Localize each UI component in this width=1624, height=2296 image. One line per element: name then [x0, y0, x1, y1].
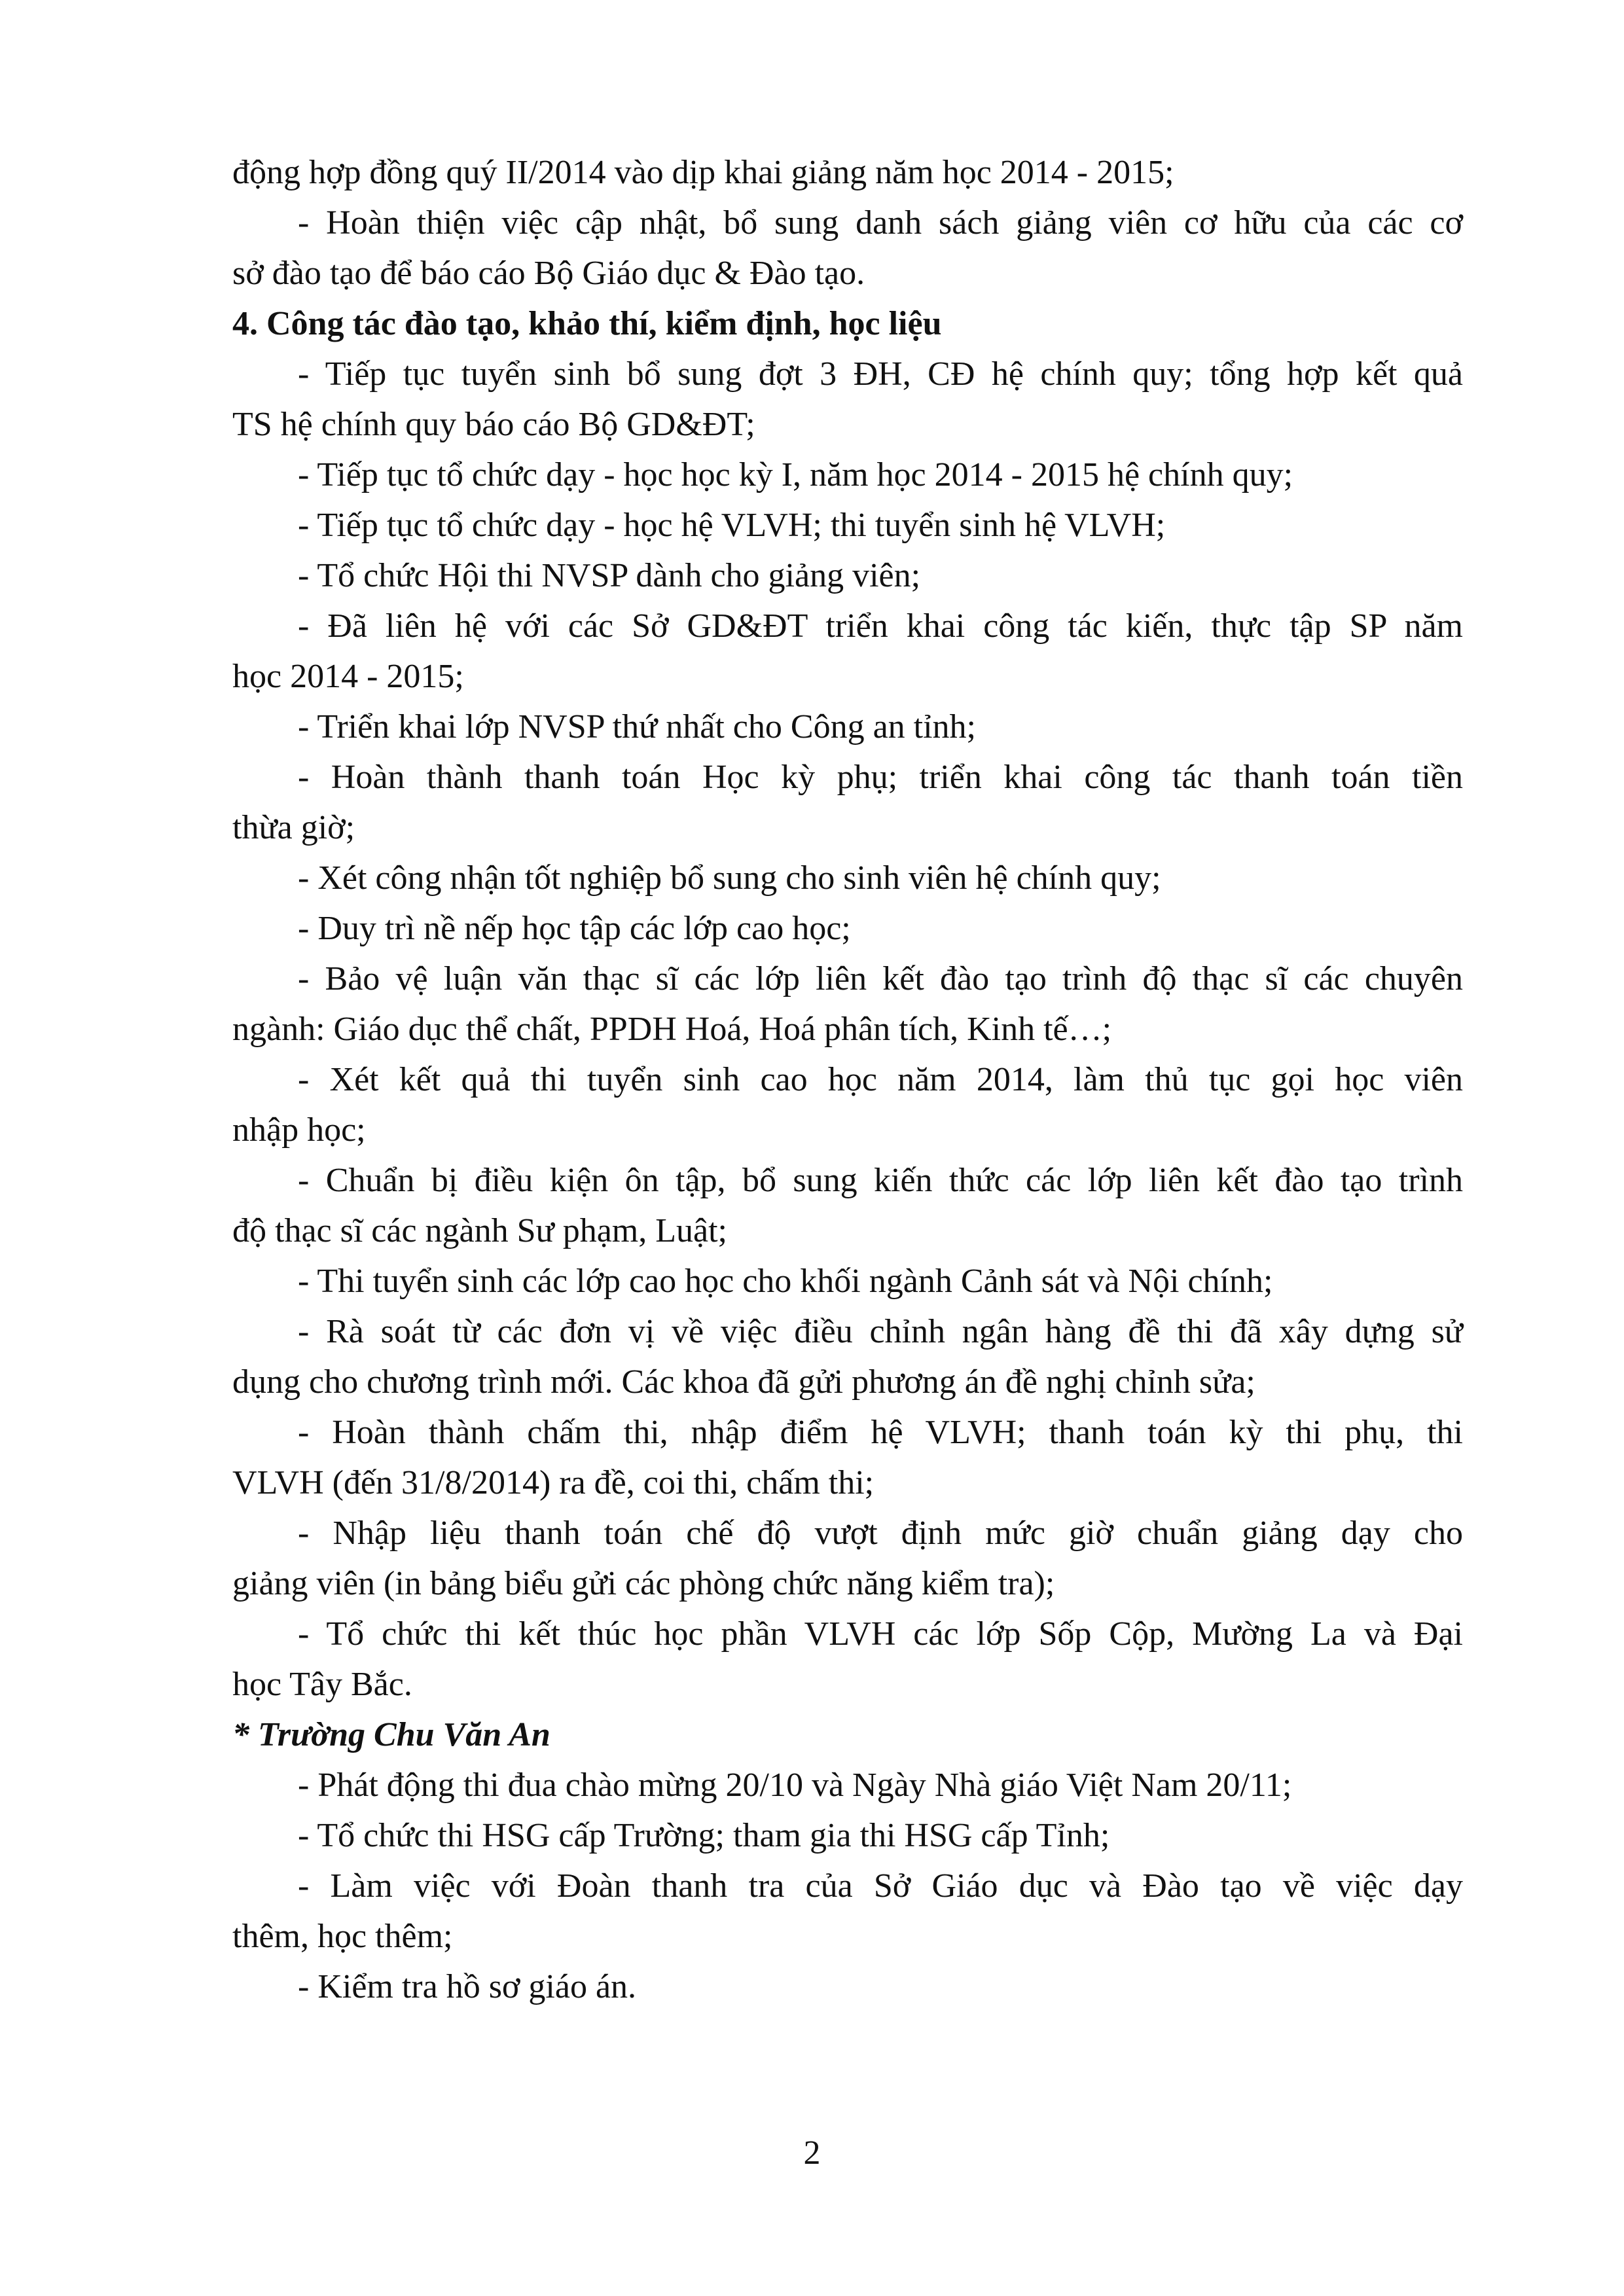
- text-line: sở đào tạo để báo cáo Bộ Giáo dục & Đào tạo.: [232, 255, 865, 292]
- page-number: 2: [803, 2134, 821, 2172]
- text-line: - Tiếp tục tuyển sinh bổ sung đợt 3 ĐH, CĐ hệ chính quy; tổng hợp kết quả: [298, 355, 1463, 393]
- text-line: - Tổ chức Hội thi NVSP dành cho giảng viên;: [298, 557, 921, 594]
- text-line: - Kiểm tra hồ sơ giáo án.: [298, 1968, 637, 2005]
- text-line: học Tây Bắc.: [232, 1666, 412, 1703]
- text-line: TS hệ chính quy báo cáo Bộ GD&ĐT;: [232, 406, 755, 443]
- text-line: học 2014 - 2015;: [232, 658, 464, 695]
- text-line: - Phát động thi đua chào mừng 20/10 và Ngày Nhà giáo Việt Nam 20/11;: [298, 1767, 1292, 1804]
- text-line: - Tiếp tục tổ chức dạy - học học kỳ I, năm học 2014 - 2015 hệ chính quy;: [298, 456, 1293, 493]
- text-line: - Làm việc với Đoàn thanh tra của Sở Giáo dục và Đào tạo về việc dạy: [298, 1867, 1463, 1905]
- text-line: - Xét kết quả thi tuyển sinh cao học năm 2014, làm thủ tục gọi học viên: [298, 1061, 1463, 1098]
- document-body: [232, 147, 1463, 2012]
- text-line: - Thi tuyển sinh các lớp cao học cho khối ngành Cảnh sát và Nội chính;: [298, 1263, 1273, 1300]
- text-line: giảng viên (in bảng biểu gửi các phòng chức năng kiểm tra);: [232, 1565, 1055, 1602]
- text-line: động hợp đồng quý II/2014 vào dịp khai giảng năm học 2014 - 2015;: [232, 154, 1174, 191]
- text-line: - Xét công nhận tốt nghiệp bổ sung cho sinh viên hệ chính quy;: [298, 859, 1161, 897]
- text-line: VLVH (đến 31/8/2014) ra đề, coi thi, chấm thi;: [232, 1464, 875, 1501]
- text-line: - Rà soát từ các đơn vị về việc điều chỉnh ngân hàng đề thi đã xây dựng sử: [298, 1313, 1463, 1350]
- text-line: độ thạc sĩ các ngành Sư phạm, Luật;: [232, 1212, 727, 1249]
- text-line: nhập học;: [232, 1111, 366, 1149]
- text-line: - Tổ chức thi HSG cấp Trường; tham gia thi HSG cấp Tỉnh;: [298, 1817, 1110, 1854]
- text-line: - Chuẩn bị điều kiện ôn tập, bổ sung kiến thức các lớp liên kết đào tạo trình: [298, 1162, 1463, 1199]
- text-line: - Nhập liệu thanh toán chế độ vượt định mức giờ chuẩn giảng dạy cho: [298, 1515, 1463, 1552]
- section-heading: 4. Công tác đào tạo, khảo thí, kiểm định, học liệu: [232, 305, 942, 342]
- text-line: - Hoàn thiện việc cập nhật, bổ sung danh sách giảng viên cơ hữu của các cơ: [298, 204, 1463, 242]
- text-line: ngành: Giáo dục thể chất, PPDH Hoá, Hoá phân tích, Kinh tế…;: [232, 1011, 1112, 1048]
- text-line: thừa giờ;: [232, 809, 355, 846]
- subsection-heading: * Trường Chu Văn An: [232, 1716, 550, 1753]
- text-line: - Tổ chức thi kết thúc học phần VLVH các lớp Sốp Cộp, Mường La và Đại: [298, 1615, 1463, 1653]
- text-line: - Duy trì nề nếp học tập các lớp cao học;: [298, 910, 851, 947]
- text-line: dụng cho chương trình mới. Các khoa đã gửi phương án đề nghị chỉnh sửa;: [232, 1363, 1255, 1401]
- text-line: thêm, học thêm;: [232, 1918, 453, 1955]
- text-line: - Tiếp tục tổ chức dạy - học hệ VLVH; thi tuyển sinh hệ VLVH;: [298, 507, 1166, 544]
- text-line: - Bảo vệ luận văn thạc sĩ các lớp liên kết đào tạo trình độ thạc sĩ các chuyên: [298, 960, 1463, 997]
- text-line: - Triển khai lớp NVSP thứ nhất cho Công an tỉnh;: [298, 708, 976, 745]
- text-line: - Hoàn thành chấm thi, nhập điểm hệ VLVH; thanh toán kỳ thi phụ, thi: [298, 1414, 1463, 1451]
- text-line: - Hoàn thành thanh toán Học kỳ phụ; triển khai công tác thanh toán tiền: [298, 759, 1463, 796]
- text-line: - Đã liên hệ với các Sở GD&ĐT triển khai công tác kiến, thực tập SP năm: [298, 607, 1463, 645]
